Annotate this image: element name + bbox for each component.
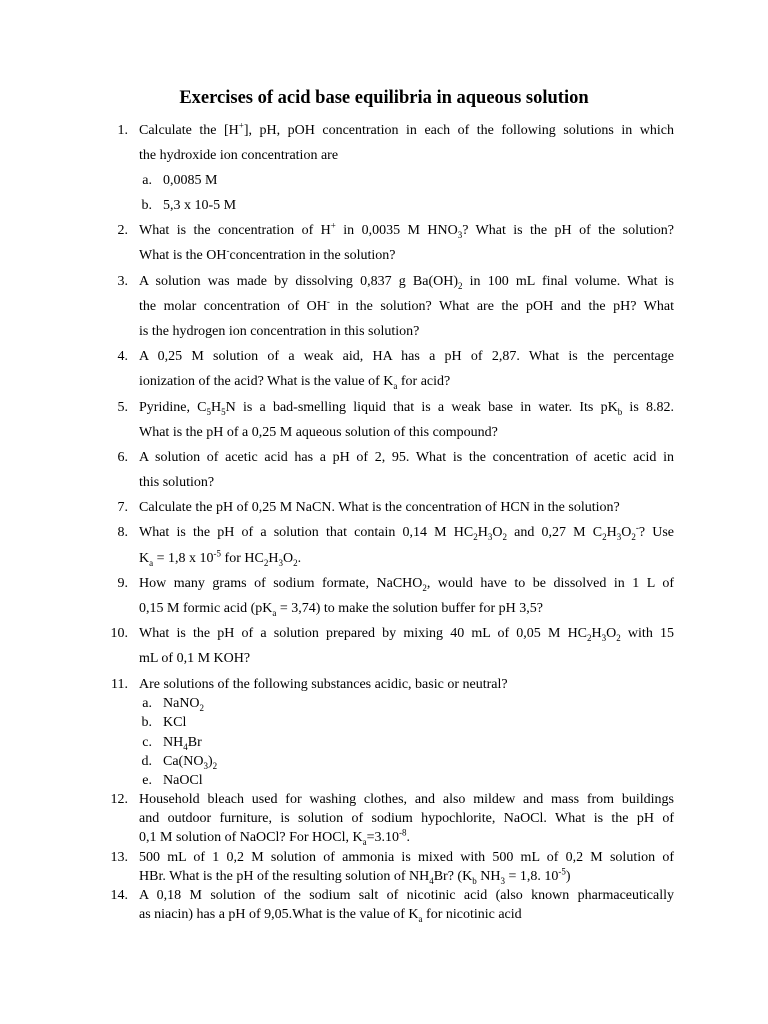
q10-line-1: What is the pH of a solution prepared by mixing 40 mL of 0,05 M $HC_2H_3O_2$ with 15 — [139, 626, 674, 643]
q2-line-1: What is the concentration of H+ in 0,0035 M $HNO_3$? What is the pH of the solution? — [139, 220, 674, 240]
q1-number: 1. — [117, 123, 128, 138]
q4-number: 4. — [117, 349, 128, 364]
q5-line-2: What is the pH of a 0,25 M aqueous solution of this compound? — [139, 425, 498, 440]
q11-d-text: $Ca(NO_3)_2$ — [163, 754, 218, 771]
q11-line-1: Are solutions of the following substances acidic, basic or neutral? — [139, 677, 508, 692]
q11-d-letter: d. — [141, 754, 152, 769]
q8-line-2: $K_a = 1,8$ x $10^{-5}$ for $HC_2H_3O_2$. — [139, 548, 302, 568]
q12-line-1: Household bleach used for washing clothes, and also mildew and mass from buildings — [139, 792, 674, 807]
q11-e-text: NaOCl — [163, 773, 203, 788]
q1-a-letter: a. — [142, 173, 152, 188]
q12-line-3: 0,1 M solution of NaOCl? For HOCl, $K_a=3.10^{-8}$. — [139, 827, 411, 847]
q7-number: 7. — [117, 500, 128, 515]
q8-number: 8. — [117, 525, 128, 540]
q5-number: 5. — [117, 400, 128, 415]
q6-number: 6. — [117, 450, 128, 465]
q1-line-1: Calculate the [H+], pH, pOH concentration in each of the following solutions in which — [139, 120, 674, 138]
q8-line-1: What is the pH of a solution that contain 0,14 M $HC_2H_3O_2$ and 0,27 M $C_2H_3O_2^-$? Use — [139, 522, 674, 542]
q6-line-1: A solution of acetic acid has a pH of 2, 95. What is the concentration of acetic acid in — [139, 450, 674, 465]
q11-a-letter: a. — [142, 696, 152, 711]
q5-line-1: Pyridine, $C_5H_5N$ is a bad-smelling liquid that is a weak base in water. Its $pK_b$ is 8.82. — [139, 400, 674, 417]
q9-line-2: 0,15 M formic acid $(pK_a = 3,74)$ to make the solution buffer for pH 3,5? — [139, 601, 543, 618]
q1-line-2: the hydroxide ion concentration are — [139, 148, 339, 163]
q12-line-2: and outdoor furniture, is solution of sodium hypochlorite, NaOCl. What is the pH of — [139, 811, 674, 826]
q11-number: 11. — [111, 677, 128, 692]
q10-number: 10. — [110, 626, 128, 641]
q3-line-1: A solution was made by dissolving 0,837 g $Ba(OH)_2$ in 100 mL final volume. What is — [139, 274, 674, 291]
q9-line-1: How many grams of sodium formate, NaCHO$_2$, would have to be dissolved in 1 L of — [139, 576, 674, 593]
q1-b-text: 5,3 x 10-5 M — [163, 198, 237, 213]
q11-b-text: KCl — [163, 715, 187, 730]
q14-line-1: A 0,18 M solution of the sodium salt of nicotinic acid (also known pharmaceutically — [139, 888, 674, 903]
q13-line-2: HBr. What is the pH of the resulting solution of $NH_4Br$? ($K_b$ $NH_3 = 1,8$. $10^{-5}$) — [139, 866, 571, 886]
q13-line-1: 500 mL of 1 0,2 M solution of ammonia is mixed with 500 mL of 0,2 M solution of — [139, 850, 674, 865]
q2-line-2: What is the OH-concentration in the solution? — [139, 245, 396, 263]
page-title: Exercises of acid base equilibria in aqueous solution — [179, 88, 589, 108]
q9-number: 9. — [117, 576, 128, 591]
q11-a-text: NaNO$_2$ — [163, 696, 205, 713]
q1-b-letter: b. — [141, 198, 152, 213]
q10-line-2: mL of 0,1 M KOH? — [139, 651, 251, 666]
q4-line-2: ionization of the acid? What is the value of $K_a$ for acid? — [139, 374, 451, 391]
q11-b-letter: b. — [141, 715, 152, 730]
q3-line-3: is the hydrogen ion concentration in this solution? — [139, 324, 420, 339]
q13-number: 13. — [110, 850, 128, 865]
q3-line-2: the molar concentration of OH- in the solution? What are the pOH and the pH? What — [139, 296, 674, 314]
q7-line-1: Calculate the pH of 0,25 M NaCN. What is the concentration of HCN in the solution? — [139, 500, 620, 515]
q6-line-2: this solution? — [139, 475, 215, 490]
q12-number: 12. — [110, 792, 128, 807]
q14-line-2: as niacin) has a pH of 9,05.What is the value of $K_a$ for nicotinic acid — [139, 907, 522, 924]
q1-a-text: 0,0085 M — [163, 173, 218, 188]
q11-e-letter: e. — [142, 773, 152, 788]
q4-line-1: A 0,25 M solution of a weak aid, HA has a pH of 2,87. What is the percentage — [139, 349, 674, 364]
q11-c-text: $NH_4Br$ — [163, 735, 202, 752]
q3-number: 3. — [117, 274, 128, 289]
q14-number: 14. — [110, 888, 128, 903]
q2-number: 2. — [117, 223, 128, 238]
q11-c-letter: c. — [142, 735, 152, 750]
